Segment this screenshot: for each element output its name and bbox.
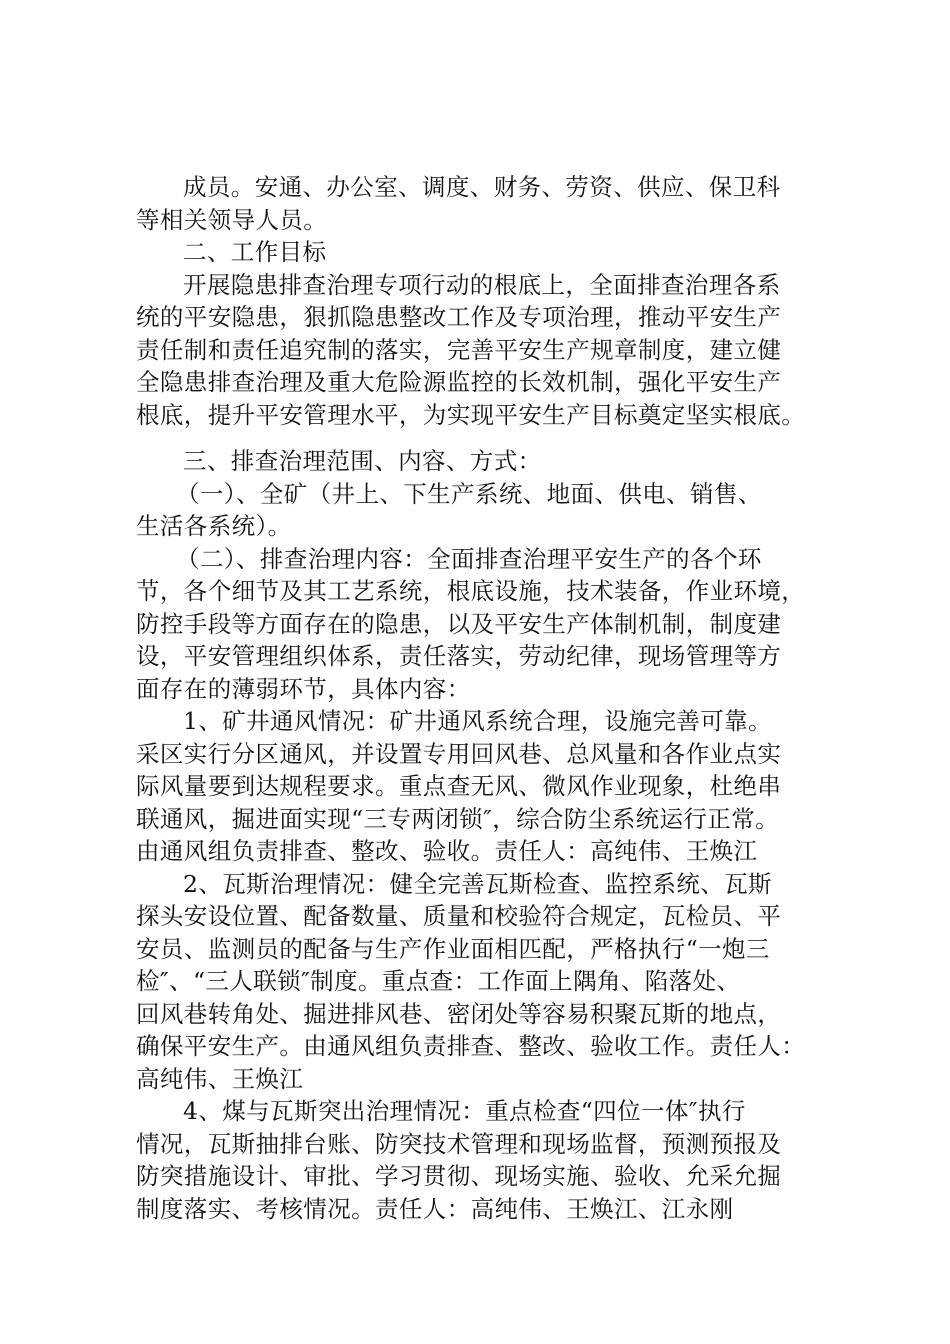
section-heading: 三、排查治理范围、内容、方式： — [183, 447, 542, 475]
text-line: 等相关领导人员。 — [136, 205, 328, 234]
document-body — [136, 171, 826, 1225]
text-line: 2、瓦斯治理情况：健全完善瓦斯检查、监控系统、瓦斯 — [183, 869, 772, 898]
section-heading: 二、工作目标 — [183, 238, 327, 266]
text-line: 防突措施设计、审批、学习贯彻、现场实施、验收、允采允掘 — [136, 1162, 782, 1190]
text-line: （二）、排查治理内容：全面排查治理平安生产的各个环 — [176, 544, 762, 573]
text-line: 高纯伟、王焕江 — [136, 1064, 304, 1093]
text-line: 统的平安隐患，狠抓隐患整改工作及专项治理，推动平安生产 — [136, 303, 782, 331]
text-line: 联通风，掘进面实现“三专两闭锁″，综合防尘系统运行正常。 — [136, 804, 779, 833]
text-line: （一）、全矿（井上、下生产系统、地面、供电、销售、 — [176, 479, 762, 508]
text-line: 检″、“三人联锁″制度。重点查：工作面上隅角、陷落处、 — [136, 967, 741, 995]
text-line: 节，各个细节及其工艺系统，根底设施，技术装备，作业环境， — [136, 577, 806, 605]
text-line: 1、矿井通风情况：矿井通风系统合理，设施完善可靠。 — [183, 707, 772, 735]
text-line: 际风量要到达规程要求。重点查无风、微风作业现象，杜绝串 — [136, 772, 782, 800]
text-line: 设，平安管理组织体系，责任落实，劳动纪律，现场管理等方 — [136, 642, 782, 670]
text-line: 根底，提升平安管理水平，为实现平安生产目标奠定坚实根底。 — [136, 400, 806, 429]
text-line: 采区实行分区通风，并设置专用回风巷、总风量和各作业点实 — [136, 739, 782, 768]
text-line: 责任制和责任追究制的落实，完善平安生产规章制度，建立健 — [136, 335, 782, 364]
text-line: 开展隐患排查治理专项行动的根底上，全面排查治理各系 — [183, 270, 781, 299]
text-line: 制度落实、考核情况。责任人：高纯伟、王焕江、江永刚 — [136, 1194, 734, 1223]
text-line: 4、煤与瓦斯突出治理情况：重点检查“四位一体″执行 — [183, 1097, 746, 1125]
text-line: 情况，瓦斯抽排台账、防突技术管理和现场监督，预测预报及 — [136, 1129, 782, 1158]
text-line: 面存在的薄弱环节，具体内容： — [136, 674, 471, 703]
text-line: 成员。安通、办公室、调度、财务、劳资、供应、保卫科 — [183, 173, 781, 201]
text-line: 全隐患排查治理及重大危险源监控的长效机制，强化平安生产 — [136, 368, 782, 396]
text-line: 安员、监测员的配备与生产作业面相匹配，严格执行“一炮三 — [136, 934, 770, 963]
text-line: 由通风组负责排查、整改、验收。责任人：高纯伟、王焕江 — [136, 837, 758, 865]
text-line: 确保平安生产。由通风组负责排查、整改、验收工作。责任人： — [136, 1032, 806, 1060]
text-line: 回风巷转角处、掘进排风巷、密闭处等容易积聚瓦斯的地点， — [136, 999, 782, 1028]
text-line: 防控手段等方面存在的隐患，以及平安生产体制机制，制度建 — [136, 609, 782, 638]
paragraph-gap — [136, 431, 826, 445]
text-line: 生活各系统）。 — [136, 512, 292, 540]
text-line: 探头安设位置、配备数量、质量和校验符合规定，瓦检员、平 — [136, 902, 782, 930]
